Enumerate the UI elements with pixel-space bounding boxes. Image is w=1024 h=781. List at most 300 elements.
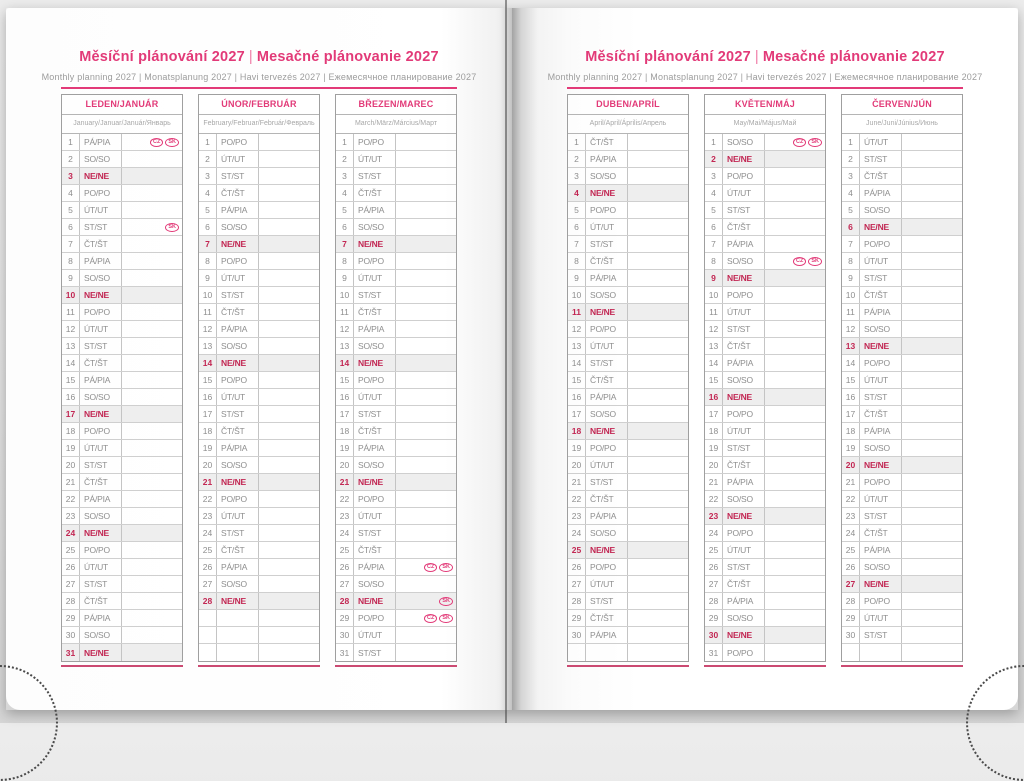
day-name: ST/ST	[860, 151, 902, 167]
day-row	[62, 372, 182, 389]
notes-cell	[122, 491, 182, 507]
day-row	[336, 508, 456, 525]
day-name: SO/SO	[723, 491, 765, 507]
day-number: 14	[199, 355, 217, 371]
day-row	[62, 202, 182, 219]
day-row	[842, 219, 962, 236]
day-number: 8	[336, 253, 354, 269]
notes-cell	[396, 202, 456, 218]
notes-cell	[122, 168, 182, 184]
day-name: SO/SO	[217, 338, 259, 354]
day-name: PÁ/PIA	[586, 151, 628, 167]
day-number: 13	[568, 338, 586, 354]
day-name: ST/ST	[860, 389, 902, 405]
notes-cell	[902, 406, 962, 422]
day-name: PO/PO	[80, 542, 122, 558]
day-name: PO/PO	[860, 355, 902, 371]
day-number: 19	[568, 440, 586, 456]
day-name: ČT/ŠT	[860, 406, 902, 422]
day-row	[336, 355, 456, 372]
notes-cell	[628, 457, 688, 473]
day-number: 25	[336, 542, 354, 558]
day-name	[860, 644, 902, 661]
day-number: 8	[842, 253, 860, 269]
notes-cell	[122, 559, 182, 575]
day-name: SO/SO	[217, 219, 259, 235]
notes-cell	[396, 185, 456, 201]
day-number: 20	[705, 457, 723, 473]
day-row	[62, 151, 182, 168]
day-name: ČT/ŠT	[586, 253, 628, 269]
page-title-cz: Měsíční plánování 2027	[585, 49, 751, 65]
day-name: PO/PO	[860, 236, 902, 252]
empty-row	[842, 644, 962, 661]
notes-cell	[396, 321, 456, 337]
day-number: 5	[568, 202, 586, 218]
day-number: 21	[842, 474, 860, 490]
day-name: NE/NE	[80, 525, 122, 541]
day-number: 19	[842, 440, 860, 456]
notes-cell	[259, 134, 319, 150]
month-languages: February/Februar/Február/Февраль	[199, 115, 319, 134]
day-number: 10	[842, 287, 860, 303]
day-name: ÚT/UT	[860, 491, 902, 507]
day-row	[199, 525, 319, 542]
day-row	[199, 134, 319, 151]
day-name: NE/NE	[586, 304, 628, 320]
day-name: ČT/ŠT	[354, 542, 396, 558]
notes-cell	[122, 253, 182, 269]
day-number: 7	[199, 236, 217, 252]
notes-cell	[902, 236, 962, 252]
day-name: ČT/ŠT	[217, 185, 259, 201]
notes-cell	[902, 474, 962, 490]
day-number: 23	[705, 508, 723, 524]
day-name: NE/NE	[860, 576, 902, 592]
book-gutter	[505, 0, 507, 723]
day-row	[705, 440, 825, 457]
notes-cell	[902, 576, 962, 592]
notes-cell	[396, 219, 456, 235]
day-name: PÁ/PIA	[80, 372, 122, 388]
day-name: PO/PO	[354, 253, 396, 269]
day-row	[336, 474, 456, 491]
notes-cell	[396, 355, 456, 371]
notes-cell	[902, 372, 962, 388]
notes-cell	[259, 151, 319, 167]
day-number: 10	[336, 287, 354, 303]
day-name: PÁ/PIA	[217, 202, 259, 218]
day-number: 23	[568, 508, 586, 524]
day-name: SO/SO	[586, 525, 628, 541]
day-name: SO/SO	[80, 627, 122, 643]
day-number: 30	[62, 627, 80, 643]
notes-cell	[628, 236, 688, 252]
day-name: SO/SO	[354, 219, 396, 235]
day-row	[199, 270, 319, 287]
day-name: ST/ST	[723, 440, 765, 456]
day-row	[336, 440, 456, 457]
notes-cell	[396, 423, 456, 439]
day-number: 30	[705, 627, 723, 643]
day-name: PO/PO	[586, 440, 628, 456]
day-row	[705, 321, 825, 338]
page-subtitle: Monthly planning 2027 | Monatsplanung 2027 | Havi tervezés 2027 | Ежемесячное планирование 2027	[41, 72, 477, 82]
day-number	[568, 644, 586, 661]
day-name: PÁ/PIA	[354, 559, 396, 575]
notes-cell	[259, 525, 319, 541]
day-number: 3	[705, 168, 723, 184]
day-row	[568, 270, 688, 287]
day-number: 21	[568, 474, 586, 490]
day-number: 17	[62, 406, 80, 422]
day-row	[705, 559, 825, 576]
day-number: 25	[568, 542, 586, 558]
day-name: ST/ST	[723, 321, 765, 337]
day-row	[336, 304, 456, 321]
day-row	[568, 593, 688, 610]
day-number: 7	[336, 236, 354, 252]
day-name: PO/PO	[80, 423, 122, 439]
day-name: SO/SO	[723, 134, 765, 150]
day-number: 8	[199, 253, 217, 269]
notes-cell	[765, 168, 825, 184]
day-row	[336, 576, 456, 593]
day-row	[705, 202, 825, 219]
day-row	[705, 525, 825, 542]
day-name: ÚT/UT	[80, 440, 122, 456]
day-row	[62, 389, 182, 406]
month-name: LEDEN/JANUÁR	[62, 95, 182, 115]
day-number: 28	[62, 593, 80, 609]
day-number	[199, 627, 217, 643]
notes-cell	[902, 389, 962, 405]
day-name: ČT/ŠT	[217, 542, 259, 558]
day-number: 17	[568, 406, 586, 422]
day-row	[842, 440, 962, 457]
day-number: 4	[705, 185, 723, 201]
day-name: SO/SO	[80, 389, 122, 405]
notes-cell	[259, 372, 319, 388]
day-name: PO/PO	[217, 134, 259, 150]
holiday-badge-cz: CZ	[793, 138, 806, 147]
day-row	[568, 287, 688, 304]
day-row	[199, 593, 319, 610]
day-row	[842, 372, 962, 389]
day-row	[568, 559, 688, 576]
notes-cell	[259, 559, 319, 575]
day-row	[336, 406, 456, 423]
day-name: SO/SO	[354, 457, 396, 473]
day-row	[568, 236, 688, 253]
day-name: ST/ST	[217, 525, 259, 541]
notes-cell	[259, 185, 319, 201]
day-name: PÁ/PIA	[586, 270, 628, 286]
day-name: PO/PO	[354, 134, 396, 150]
day-name: ČT/ŠT	[217, 304, 259, 320]
notes-cell	[396, 236, 456, 252]
day-name: PÁ/PIA	[354, 321, 396, 337]
notes-cell	[902, 253, 962, 269]
day-row	[336, 236, 456, 253]
day-row	[568, 491, 688, 508]
day-name: PO/PO	[723, 287, 765, 303]
notes-cell	[628, 593, 688, 609]
page-title	[512, 49, 1018, 65]
empty-row	[568, 644, 688, 661]
holiday-badge-cz: CZ	[424, 614, 437, 623]
notes-cell	[765, 559, 825, 575]
notes-cell	[765, 219, 825, 235]
notes-cell	[628, 287, 688, 303]
day-name: ČT/ŠT	[354, 304, 396, 320]
day-number: 29	[842, 610, 860, 626]
day-number: 4	[62, 185, 80, 201]
day-name: NE/NE	[723, 389, 765, 405]
day-name: PÁ/PIA	[860, 542, 902, 558]
day-number: 16	[62, 389, 80, 405]
notes-cell	[259, 610, 319, 626]
day-row	[199, 321, 319, 338]
day-name: PO/PO	[586, 202, 628, 218]
day-number: 6	[336, 219, 354, 235]
day-row	[199, 423, 319, 440]
day-number: 29	[568, 610, 586, 626]
day-number: 2	[336, 151, 354, 167]
notes-cell	[396, 610, 456, 626]
notes-cell	[396, 338, 456, 354]
day-row	[199, 185, 319, 202]
day-name: PO/PO	[723, 644, 765, 661]
day-row	[62, 576, 182, 593]
day-row	[705, 151, 825, 168]
notes-cell	[122, 542, 182, 558]
day-row	[842, 508, 962, 525]
day-row	[199, 355, 319, 372]
notes-cell	[396, 168, 456, 184]
day-row	[199, 287, 319, 304]
notes-cell	[765, 491, 825, 507]
month-rows	[62, 134, 182, 661]
day-row	[842, 576, 962, 593]
day-row	[336, 253, 456, 270]
day-number	[199, 610, 217, 626]
day-name: ST/ST	[80, 457, 122, 473]
day-number: 30	[842, 627, 860, 643]
notes-cell	[902, 355, 962, 371]
day-row	[568, 372, 688, 389]
day-row	[336, 202, 456, 219]
notes-cell	[122, 423, 182, 439]
notes-cell	[259, 355, 319, 371]
notes-cell	[628, 474, 688, 490]
day-name: PÁ/PIA	[217, 440, 259, 456]
notes-cell	[765, 610, 825, 626]
title-rule	[567, 87, 963, 89]
title-divider: |	[754, 49, 759, 65]
day-name: NE/NE	[860, 338, 902, 354]
notes-cell	[628, 270, 688, 286]
notes-cell	[122, 304, 182, 320]
day-name: PÁ/PIA	[860, 423, 902, 439]
day-number: 30	[568, 627, 586, 643]
notes-cell	[259, 457, 319, 473]
notes-cell	[259, 576, 319, 592]
notes-cell	[628, 610, 688, 626]
day-row	[842, 304, 962, 321]
day-row	[568, 355, 688, 372]
day-row	[705, 457, 825, 474]
day-number: 14	[705, 355, 723, 371]
day-name: SO/SO	[217, 457, 259, 473]
day-row	[62, 542, 182, 559]
day-row	[62, 610, 182, 627]
day-number: 6	[568, 219, 586, 235]
notes-cell	[628, 440, 688, 456]
day-number: 17	[842, 406, 860, 422]
day-number: 15	[336, 372, 354, 388]
day-row	[62, 185, 182, 202]
day-name: SO/SO	[586, 287, 628, 303]
notes-cell	[902, 168, 962, 184]
month-table	[841, 94, 963, 662]
day-number: 22	[568, 491, 586, 507]
empty-row	[199, 644, 319, 661]
day-number: 16	[705, 389, 723, 405]
notes-cell	[396, 389, 456, 405]
day-number: 22	[199, 491, 217, 507]
day-row	[336, 338, 456, 355]
day-number: 27	[199, 576, 217, 592]
day-number: 2	[62, 151, 80, 167]
day-number: 28	[842, 593, 860, 609]
day-name: ÚT/UT	[354, 151, 396, 167]
day-number: 10	[568, 287, 586, 303]
day-number: 26	[199, 559, 217, 575]
day-number: 19	[62, 440, 80, 456]
day-row	[199, 508, 319, 525]
notes-cell	[765, 542, 825, 558]
day-number: 2	[705, 151, 723, 167]
day-row	[705, 644, 825, 661]
day-row	[62, 491, 182, 508]
day-name: ČT/ŠT	[586, 134, 628, 150]
day-number: 1	[568, 134, 586, 150]
notes-cell	[396, 474, 456, 490]
holiday-badge-cz: CZ	[793, 257, 806, 266]
day-name: PÁ/PIA	[80, 134, 122, 150]
day-row	[705, 219, 825, 236]
month-name: ÚNOR/FEBRUÁR	[199, 95, 319, 115]
notes-cell	[122, 389, 182, 405]
notes-cell	[259, 423, 319, 439]
day-number: 1	[199, 134, 217, 150]
notes-cell	[396, 593, 456, 609]
notes-cell	[628, 202, 688, 218]
day-number: 18	[705, 423, 723, 439]
day-number: 31	[705, 644, 723, 661]
day-name: PÁ/PIA	[217, 321, 259, 337]
day-number: 2	[842, 151, 860, 167]
day-row	[568, 542, 688, 559]
day-number	[842, 644, 860, 661]
notes-cell	[259, 168, 319, 184]
holiday-badge-sk: SK	[439, 614, 453, 623]
day-row	[62, 406, 182, 423]
day-name: ÚT/UT	[354, 508, 396, 524]
notes-cell	[902, 321, 962, 337]
holiday-badge-sk: SK	[165, 138, 179, 147]
day-row	[705, 253, 825, 270]
notes-cell	[122, 219, 182, 235]
day-row	[568, 440, 688, 457]
notes-cell	[259, 304, 319, 320]
day-name: ČT/ŠT	[586, 491, 628, 507]
notes-cell	[765, 508, 825, 524]
day-row	[199, 474, 319, 491]
day-row	[62, 168, 182, 185]
day-name: ST/ST	[860, 508, 902, 524]
day-number: 19	[199, 440, 217, 456]
notes-cell	[628, 253, 688, 269]
day-name: PO/PO	[860, 593, 902, 609]
day-name	[217, 644, 259, 661]
day-name: ÚT/UT	[860, 610, 902, 626]
notes-cell	[765, 321, 825, 337]
day-row	[62, 236, 182, 253]
day-row	[336, 270, 456, 287]
day-name: ČT/ŠT	[586, 610, 628, 626]
notes-cell	[122, 134, 182, 150]
day-row	[336, 491, 456, 508]
day-number: 8	[62, 253, 80, 269]
day-row	[199, 236, 319, 253]
day-name: ST/ST	[586, 236, 628, 252]
day-name: SO/SO	[354, 576, 396, 592]
day-name: ČT/ŠT	[860, 525, 902, 541]
holiday-badge-sk: SK	[439, 563, 453, 572]
day-row	[705, 423, 825, 440]
day-number: 21	[705, 474, 723, 490]
day-name: NE/NE	[354, 593, 396, 609]
day-row	[199, 151, 319, 168]
day-name: SO/SO	[586, 406, 628, 422]
notes-cell	[765, 236, 825, 252]
day-name: PO/PO	[723, 406, 765, 422]
day-number: 4	[842, 185, 860, 201]
notes-cell	[628, 423, 688, 439]
day-row	[336, 151, 456, 168]
day-name: PÁ/PIA	[80, 253, 122, 269]
day-name: ÚT/UT	[860, 134, 902, 150]
day-row	[62, 321, 182, 338]
notes-cell	[396, 525, 456, 541]
day-row	[336, 185, 456, 202]
notes-cell	[628, 389, 688, 405]
notes-cell	[902, 440, 962, 456]
page-title	[6, 49, 512, 65]
day-name: PO/PO	[354, 372, 396, 388]
day-number: 6	[705, 219, 723, 235]
notes-cell	[396, 304, 456, 320]
month-underline	[61, 665, 183, 667]
notes-cell	[902, 185, 962, 201]
holiday-badge-sk: SK	[808, 138, 822, 147]
day-name: ÚT/UT	[586, 457, 628, 473]
holiday-badge-sk: SK	[808, 257, 822, 266]
month-name: KVĚTEN/MÁJ	[705, 95, 825, 115]
day-row	[705, 372, 825, 389]
